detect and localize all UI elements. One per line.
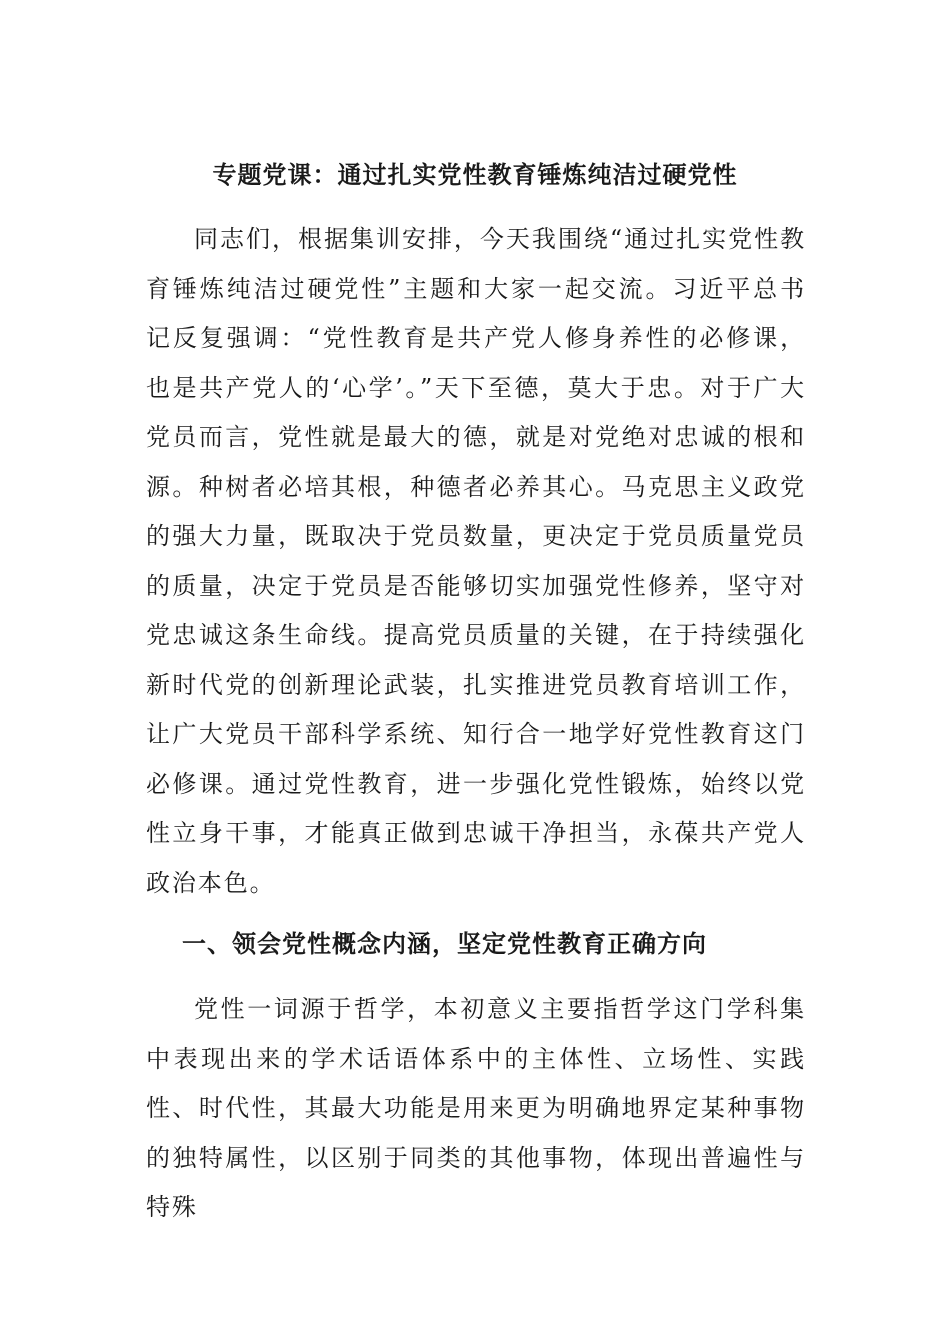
intro-paragraph: 同志们，根据集训安排，今天我围绕“通过扎实党性教育锤炼纯洁过硬党性”主题和大家一起交流。习近平总书记反复强调：“党性教育是共产党人修身养性的必修课，也是共产党人的‘心学’。”天下至德，莫大于忠。对于广大党员而言，党性就是最大的德，就是对党绝对忠诚的根和源。种树者必培其根，种德者必养其心。马克思主义政党的强大力量，既取决于党员数量，更决定于党员质量党员的质量，决定于党员是否能够切实加强党性修养，坚守对党忠诚这条生命线。提高党员质量的关键，在于持续强化新时代党的创新理论武装，扎实推进党员教育培训工作，让广大党员干部科学系统、知行合一地学好党性教育这门必修课。通过党性教育，进一步强化党性锻炼，始终以党性立身干事，才能真正做到忠诚干净担当，永葆共产党人政治本色。 (146, 225, 806, 897)
section-1-paragraph: 党性一词源于哲学，本初意义主要指哲学这门学科集中表现出来的学术话语体系中的主体性、立场性、实践性、时代性，其最大功能是用来更为明确地界定某种事物的独特属性，以区别于同类的其他事物，体现出普遍性与特殊 (146, 995, 806, 1221)
section-1-heading: 一、领会党性概念内涵，坚定党性教育正确方向 (182, 929, 707, 958)
document-title: 专题党课：通过扎实党性教育锤炼纯洁过硬党性 (212, 160, 738, 189)
